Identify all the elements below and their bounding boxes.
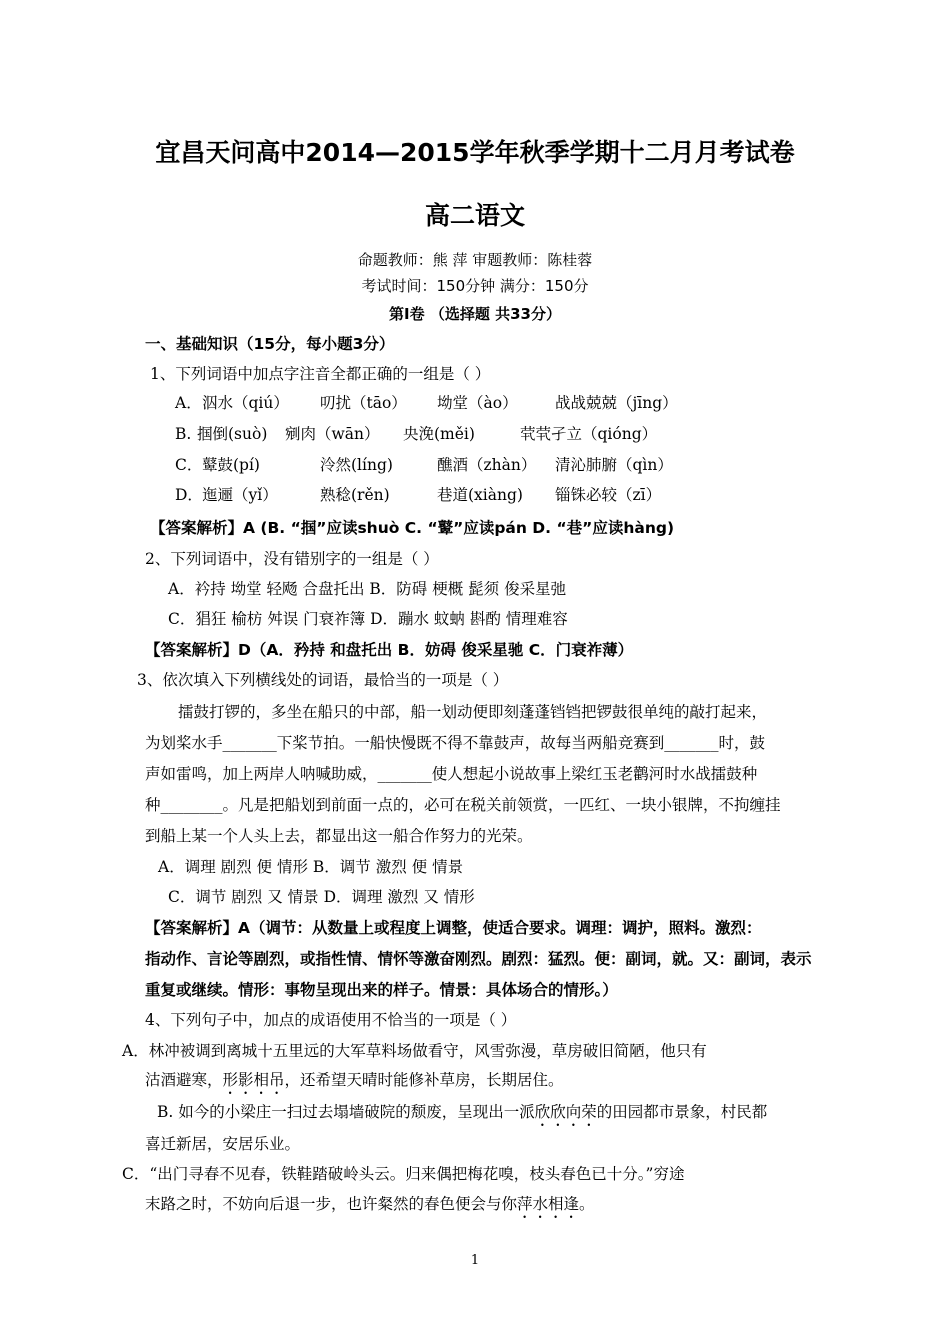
option-word: 剜肉（wān） <box>285 425 380 443</box>
option-word: 巷道(xiàng) <box>437 486 523 504</box>
text-segment: ，还希望天晴时能修补草房，长期居住。 <box>284 1071 564 1089</box>
option-word: 战战兢兢（jīng） <box>555 394 678 412</box>
subject-title: 高二语文 <box>424 201 525 230</box>
q1-stem: 1、下列词语中加点字注音全都正确的一组是（ ） <box>150 365 491 383</box>
text-segment: 。 <box>579 1195 595 1213</box>
option-word: 清沁肺腑（qìn） <box>555 456 673 474</box>
text-segment: 末路之时，不妨向后退一步，也许粲然的春色便会与你 <box>145 1195 518 1213</box>
q3-answer-line: 【答案解析】A（调节：从数量上或程度上调整，使适合要求。调理：调护，照料。激烈： <box>145 919 762 937</box>
option-word: 叨扰（tāo） <box>320 394 407 412</box>
q4-option-c-line: C．“出门寻春不见春，铁鞋踏破岭头云。归来偶把梅花嗅，枝头春色已十分。”穷途 <box>122 1165 685 1183</box>
option-word: 掴倒(suò) <box>197 425 268 443</box>
text-segment: 的田园都市景象，村民都 <box>596 1103 768 1121</box>
teachers-line: 命题教师：熊 萍 审题教师：陈桂蓉 <box>357 251 593 269</box>
q4-option-a-line <box>145 1069 564 1098</box>
q2-stem: 2、下列词语中，没有错别字的一组是（ ） <box>145 550 439 568</box>
option-word: 鼙鼓(pí) <box>202 456 260 474</box>
dotted-idiom: 欣欣向荣 <box>534 1103 597 1121</box>
time-line: 考试时间：150分钟 满分：150分 <box>361 277 589 295</box>
q1-answer: 【答案解析】A (B. “掴”应读shuò C. “鼙”应读pán D. “巷”应读hàng) <box>150 519 675 537</box>
q3-stem: 3、依次填入下列横线处的词语，最恰当的一项是（ ） <box>137 671 509 689</box>
option-word: 茕茕孑立（qióng） <box>520 425 658 443</box>
q3-options-row-1: A．调理 剧烈 便 情形 B．调节 激烈 便 情景 <box>158 858 464 876</box>
q1-option-a <box>175 392 678 414</box>
option-word: 坳堂（ào） <box>437 394 518 412</box>
q3-options-row-2: C．调节 剧烈 又 情景 D．调理 激烈 又 情形 <box>168 888 475 906</box>
option-word: 锱铢必较（zī） <box>555 486 662 504</box>
option-word: 泅水（qiú） <box>202 394 289 412</box>
exam-title: 宜昌天问高中2014—2015学年秋季学期十二月月考试卷 <box>155 138 795 167</box>
option-label: A． <box>175 394 202 412</box>
q3-answer-line: 重复或继续。情形：事物呈现出来的样子。情景：具体场合的情形。） <box>145 981 618 999</box>
q4-option-c-line <box>145 1193 595 1222</box>
option-label: B. <box>175 425 192 443</box>
volume-line: 第Ⅰ卷 （选择题 共33分） <box>389 305 561 323</box>
dotted-idiom: 形影相吊 <box>222 1071 285 1089</box>
option-word: 熟稔(rěn) <box>320 486 390 504</box>
q3-passage-line: 为划桨水手_______下桨节拍。一船快慢既不得不靠鼓声，故每当两船竞赛到_______时，鼓 <box>145 734 766 752</box>
option-word: 醮酒（zhàn） <box>437 456 537 474</box>
q4-option-b-line: 喜迁新居，安居乐业。 <box>145 1135 301 1153</box>
page-number: 1 <box>470 1253 480 1268</box>
option-label: D． <box>175 486 203 504</box>
option-label: C． <box>175 456 203 474</box>
q3-passage-line: 到船上某一个人头上去，都显出这一船合作努力的光荣。 <box>145 827 533 845</box>
q4-stem: 4、下列句子中，加点的成语使用不恰当的一项是（ ） <box>145 1011 517 1029</box>
q2-answer: 【答案解析】D（A．矜持 和盘托出 B．妨碍 俊采星驰 C．门衰祚薄） <box>145 641 634 659</box>
q3-passage-line: 种________。凡是把船划到前面一点的，必可在税关前领赏，一匹红、一块小银牌，不拘缠挂 <box>145 796 781 814</box>
text-segment: 沽酒避寒， <box>145 1071 223 1089</box>
q3-passage-line: 声如雷鸣，加上两岸人呐喊助威，_______使人想起小说故事上梁红玉老鹳河时水战擂鼓种 <box>145 765 758 783</box>
dotted-idiom: 萍水相逢 <box>517 1195 580 1213</box>
q2-options-row-1: A．衿持 坳堂 轻飏 合盘托出 B．防碍 梗概 髭须 俊采星弛 <box>168 580 567 598</box>
text-segment: B. 如今的小梁庄一扫过去塌墙破院的颓废，呈现出一派 <box>157 1103 535 1121</box>
q3-passage-line: 擂鼓打锣的，多坐在船只的中部，船一划动便即刻蓬蓬铛铛把锣鼓很单纯的敲打起来， <box>178 703 768 721</box>
section-heading: 一、基础知识（15分，每小题3分） <box>145 335 395 353</box>
option-word: 央浼(měi) <box>403 425 475 443</box>
option-word: 泠然(líng) <box>320 456 393 474</box>
q4-option-b-line <box>157 1101 767 1130</box>
q2-options-row-2: C．猖狂 榆枋 舛误 门衰祚簿 D．蹦水 蚊蚋 斟酌 情理难容 <box>168 610 568 628</box>
q1-option-b <box>175 423 658 445</box>
q4-option-a-line: A．林冲被调到离城十五里远的大军草料场做看守，风雪弥漫，草房破旧简陋，他只有 <box>122 1042 707 1060</box>
q1-option-d <box>175 484 662 506</box>
q1-option-c <box>175 454 673 476</box>
option-word: 迤逦（yǐ） <box>202 486 278 504</box>
q3-answer-line: 指动作、言论等剧烈，或指性情、情怀等激奋刚烈。剧烈：猛烈。便：副词，就。又：副词，表示 <box>145 950 812 968</box>
